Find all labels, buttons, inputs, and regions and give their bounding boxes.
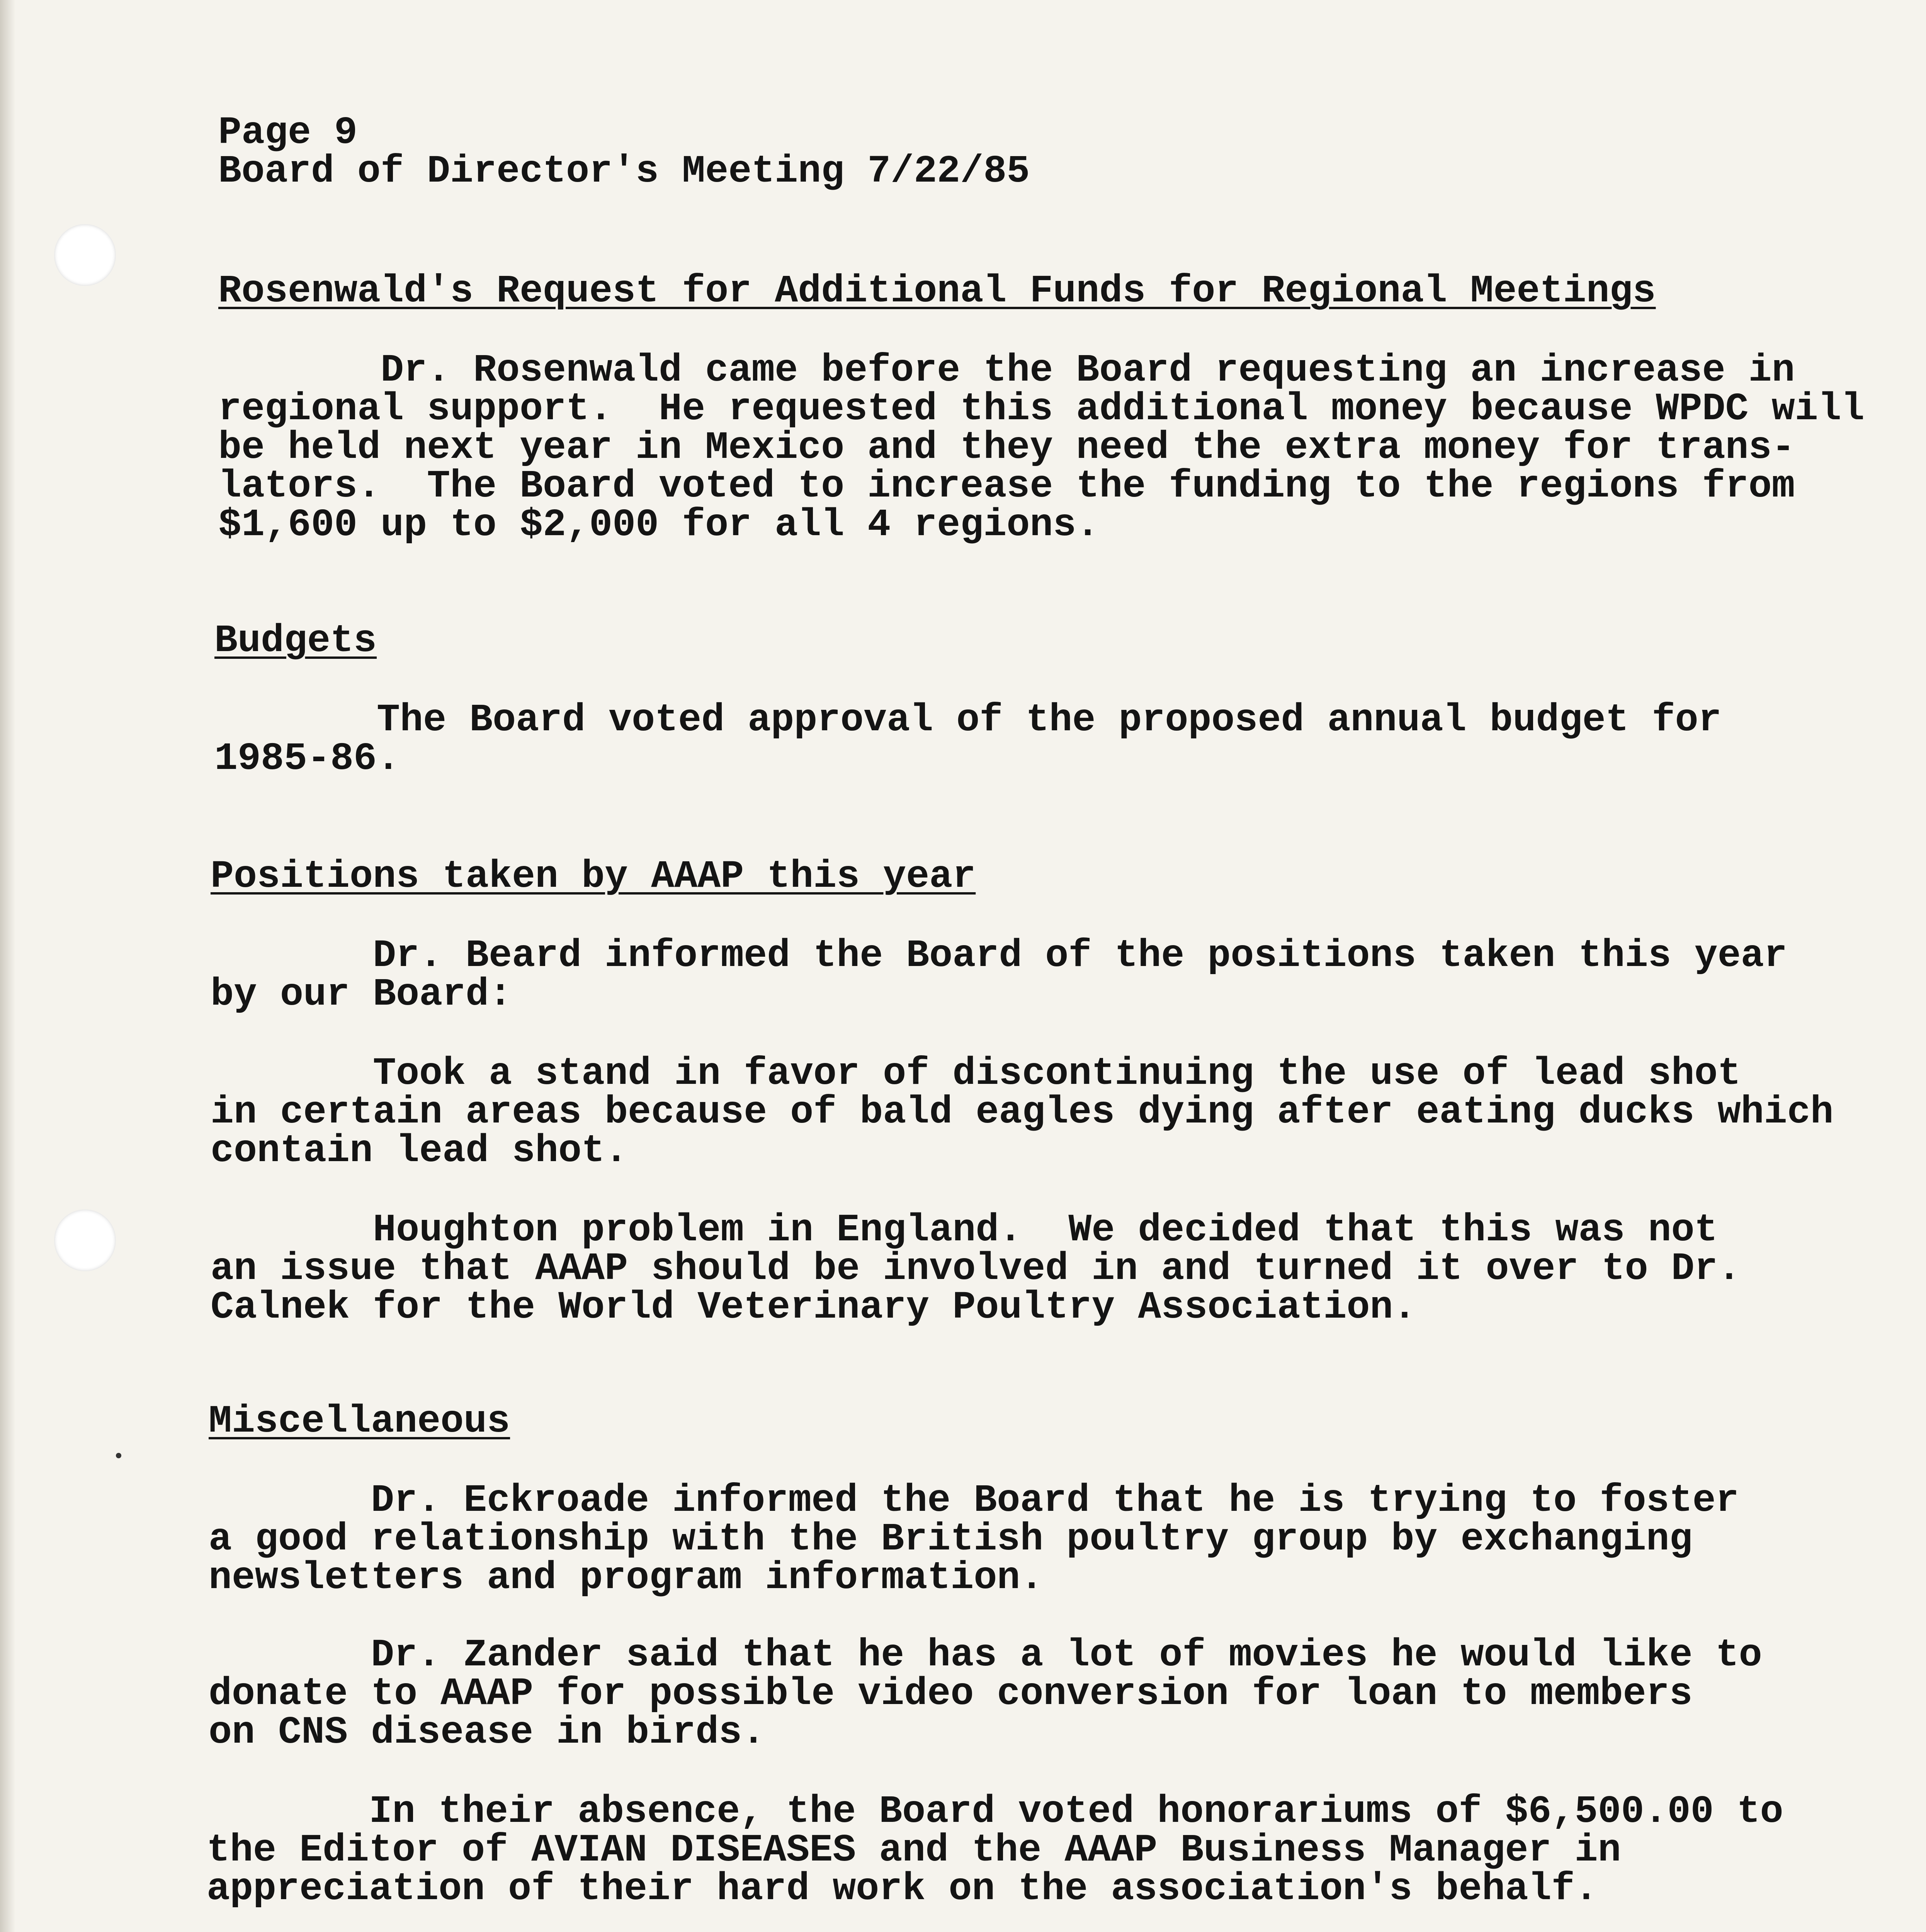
misc-p2-line-2: donate to AAAP for possible video conversion for loan to members: [209, 1672, 1693, 1716]
positions-p1-line-2: by our Board:: [211, 973, 512, 1017]
paper-edge-shadow: [0, 0, 15, 1932]
rosenwald-line-3: be held next year in Mexico and they need the extra money for trans-: [218, 426, 1795, 470]
rosenwald-line-5: $1,600 up to $2,000 for all 4 regions.: [218, 503, 1100, 547]
punch-hole-middle: [54, 1209, 116, 1271]
scan-speck: [116, 1453, 121, 1458]
heading-positions: Positions taken by AAAP this year: [211, 855, 976, 899]
misc-p1-line-2: a good relationship with the British poultry group by exchanging: [209, 1518, 1693, 1561]
misc-p3-line-1: In their absence, the Board voted honorariums of $6,500.00 to: [207, 1790, 1783, 1834]
positions-p3-line-3: Calnek for the World Veterinary Poultry Association.: [211, 1286, 1416, 1330]
misc-p3-line-2: the Editor of AVIAN DISEASES and the AAAP Business Manager in: [207, 1829, 1621, 1872]
heading-miscellaneous: Miscellaneous: [209, 1400, 510, 1444]
misc-p3-line-3: appreciation of their hard work on the association's behalf.: [207, 1867, 1598, 1911]
rosenwald-line-4: lators. The Board voted to increase the funding to the regions from: [218, 465, 1795, 509]
punch-hole-top: [54, 224, 116, 286]
page-number: Page 9: [218, 111, 358, 155]
heading-rosenwald: Rosenwald's Request for Additional Funds for Regional Meetings: [218, 270, 1656, 313]
misc-p1-line-3: newsletters and program information.: [209, 1556, 1044, 1600]
positions-p2-line-3: contain lead shot.: [211, 1129, 628, 1173]
positions-p2-line-1: Took a stand in favor of discontinuing the use of lead shot: [211, 1052, 1741, 1096]
meeting-title: Board of Director's Meeting 7/22/85: [218, 150, 1030, 194]
misc-p2-line-1: Dr. Zander said that he has a lot of movies he would like to: [209, 1634, 1762, 1677]
misc-p2-line-3: on CNS disease in birds.: [209, 1711, 765, 1755]
positions-p3-line-1: Houghton problem in England. We decided that this was not: [211, 1209, 1718, 1252]
rosenwald-line-2: regional support. He requested this additional money because WPDC will: [218, 388, 1865, 431]
budgets-line-2: 1985-86.: [214, 737, 400, 781]
rosenwald-line-1: Dr. Rosenwald came before the Board requesting an increase in: [218, 349, 1795, 393]
misc-p1-line-1: Dr. Eckroade informed the Board that he is trying to foster: [209, 1479, 1739, 1523]
positions-p1-line-1: Dr. Beard informed the Board of the positions taken this year: [211, 934, 1787, 978]
positions-p2-line-2: in certain areas because of bald eagles dying after eating ducks which: [211, 1091, 1834, 1134]
heading-budgets: Budgets: [214, 619, 377, 663]
positions-p3-line-2: an issue that AAAP should be involved in and turned it over to Dr.: [211, 1247, 1741, 1291]
budgets-line-1: The Board voted approval of the proposed annual budget for: [214, 699, 1722, 742]
